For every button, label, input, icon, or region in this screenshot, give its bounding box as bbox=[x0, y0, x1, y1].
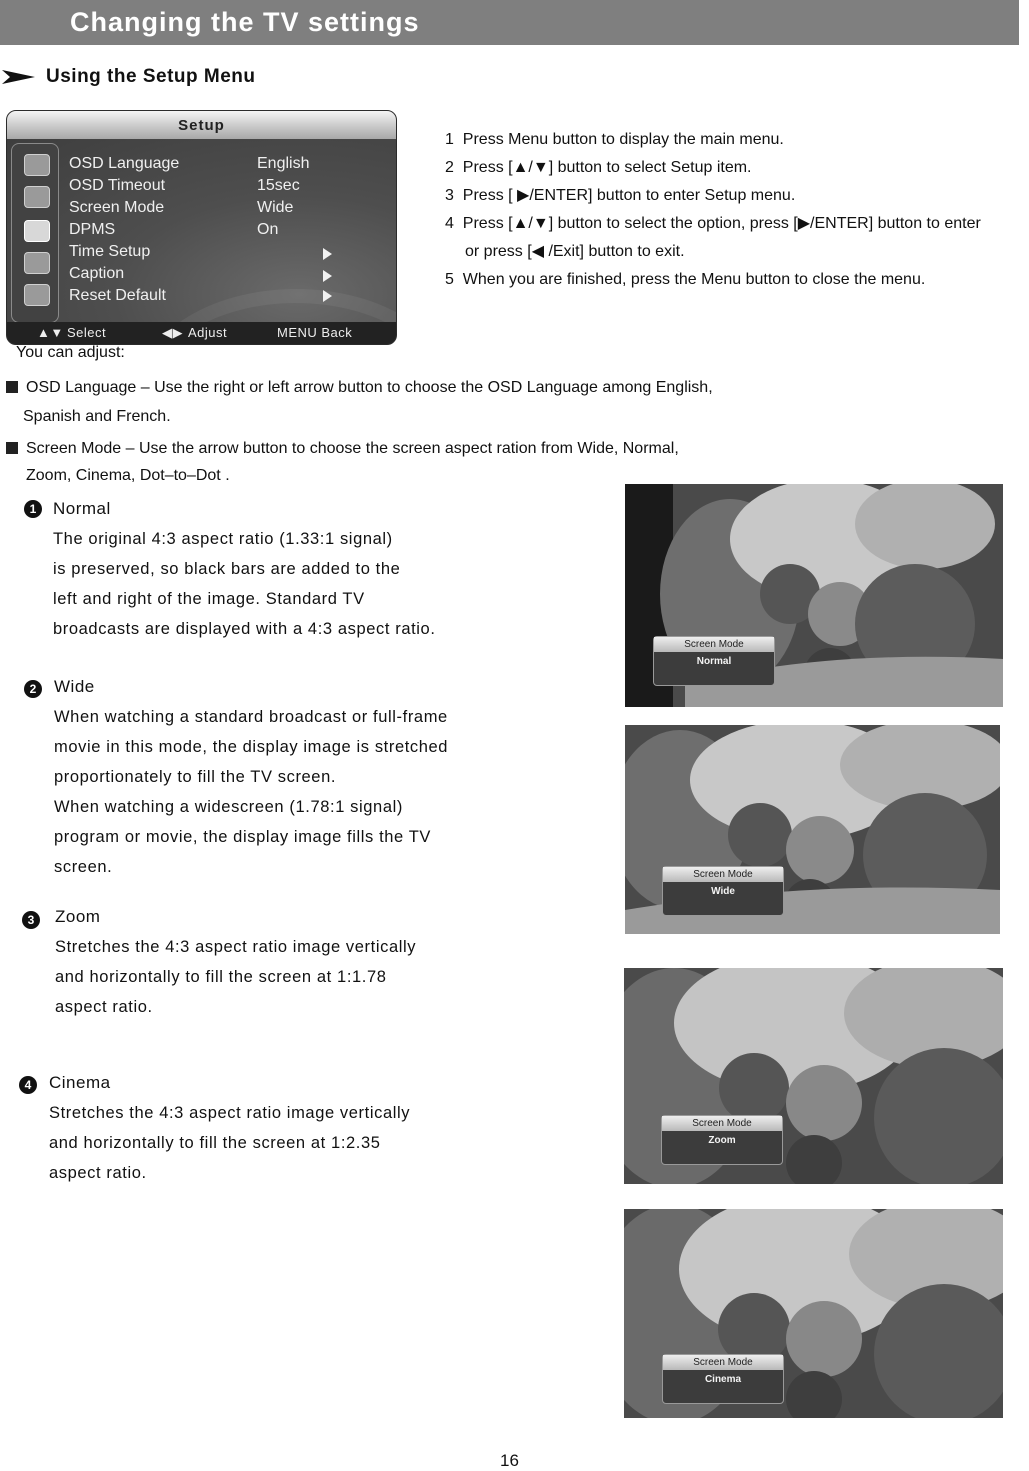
desc-line: When watching a widescreen (1.78:1 signal) bbox=[54, 798, 403, 816]
desc-line: aspect ratio. bbox=[49, 1164, 147, 1182]
osd-title: Screen Mode bbox=[662, 1116, 782, 1131]
number-badge: 1 bbox=[24, 500, 42, 518]
submenu-arrow-icon bbox=[323, 248, 332, 260]
mode-title-cinema: Cinema bbox=[49, 1073, 111, 1092]
bullet-osd-language bbox=[6, 379, 713, 397]
screen-mode-osd bbox=[653, 636, 775, 686]
mode-desc-cinema bbox=[49, 1098, 410, 1188]
step-number: 1 bbox=[445, 131, 454, 148]
mode-title-wide: Wide bbox=[54, 677, 95, 696]
osd-title: Screen Mode bbox=[663, 1355, 783, 1370]
menu-item-osd-language[interactable]: OSD Language bbox=[69, 155, 180, 172]
menu-value-screen-mode: Wide bbox=[257, 199, 294, 216]
step-5 bbox=[445, 266, 925, 294]
step-3 bbox=[445, 182, 795, 210]
footer-select-hint: Select bbox=[67, 325, 107, 340]
step-number: 2 bbox=[445, 159, 454, 176]
menu-item-screen-mode[interactable]: Screen Mode bbox=[69, 199, 165, 216]
step-2 bbox=[445, 154, 751, 182]
desc-line: screen. bbox=[54, 858, 113, 876]
bullet-text: OSD Language – Use the right or left arrow button to choose the OSD Language among English, bbox=[26, 379, 713, 396]
adjust-intro: You can adjust: bbox=[16, 344, 125, 361]
step-text: Press [ ▶/ENTER] button to enter Setup menu. bbox=[462, 187, 796, 204]
square-bullet-icon bbox=[6, 442, 18, 454]
osd-value: Normal bbox=[696, 656, 732, 667]
photo-wide-mode bbox=[625, 725, 1000, 934]
screen-mode-osd bbox=[661, 1115, 783, 1165]
photo-zoom-mode bbox=[624, 968, 1003, 1184]
desc-line: proportionately to fill the TV screen. bbox=[54, 768, 337, 786]
page-title: Changing the TV settings bbox=[70, 7, 420, 37]
setup-menu-footer bbox=[7, 322, 396, 344]
step-number: 3 bbox=[445, 187, 454, 204]
menu-item-osd-timeout[interactable]: OSD Timeout bbox=[69, 177, 166, 194]
mode-desc-wide bbox=[54, 702, 448, 882]
desc-line: left and right of the image. Standard TV bbox=[53, 590, 365, 608]
setup-gear-icon[interactable] bbox=[24, 220, 50, 242]
screen-mode-osd bbox=[662, 866, 784, 916]
step-text: Press Menu button to display the main menu. bbox=[462, 131, 784, 148]
setup-menu-body bbox=[7, 139, 396, 322]
submenu-arrow-icon bbox=[323, 290, 332, 302]
menu-value-osd-language: English bbox=[257, 155, 310, 172]
left-right-arrows-icon: ◀▶ bbox=[162, 325, 183, 340]
number-badge: 4 bbox=[19, 1076, 37, 1094]
desc-line: aspect ratio. bbox=[55, 998, 153, 1016]
desc-line: is preserved, so black bars are added to the bbox=[53, 560, 401, 578]
mode-title-normal: Normal bbox=[53, 499, 111, 518]
osd-value: Cinema bbox=[704, 1374, 742, 1385]
number-badge: 2 bbox=[24, 680, 42, 698]
number-badge: 3 bbox=[22, 911, 40, 929]
desc-line: Stretches the 4:3 aspect ratio image vertically bbox=[49, 1104, 411, 1122]
step-4-continued bbox=[465, 238, 685, 266]
osd-value: Zoom bbox=[708, 1135, 736, 1146]
osd-title: Screen Mode bbox=[654, 637, 774, 652]
osd-title: Screen Mode bbox=[663, 867, 783, 882]
desc-line: and horizontally to fill the screen at 1:2.35 bbox=[49, 1134, 381, 1152]
footer-back-hint: MENU Back bbox=[277, 325, 353, 340]
submenu-arrow-icon bbox=[323, 270, 332, 282]
step-text: or press [◀ /Exit] button to exit. bbox=[465, 243, 685, 260]
step-4 bbox=[445, 210, 981, 238]
menu-item-time-setup[interactable]: Time Setup bbox=[69, 243, 151, 260]
mode-title-zoom: Zoom bbox=[55, 907, 101, 926]
arrow-bullet-icon bbox=[2, 68, 36, 86]
lock-icon[interactable] bbox=[24, 252, 50, 274]
desc-line: The original 4:3 aspect ratio (1.33:1 signal) bbox=[53, 530, 393, 548]
square-bullet-icon bbox=[6, 381, 18, 393]
bullet-osd-language-cont: Spanish and French. bbox=[23, 408, 171, 425]
menu-item-caption[interactable]: Caption bbox=[69, 265, 125, 282]
bullet-screen-mode bbox=[6, 440, 679, 458]
setup-menu-title: Setup bbox=[178, 117, 225, 134]
mode-desc-zoom bbox=[55, 932, 416, 1022]
setup-menu-header bbox=[7, 111, 396, 139]
osd-value: Wide bbox=[711, 886, 735, 897]
footer-adjust-hint: Adjust bbox=[188, 325, 228, 340]
mode-desc-normal bbox=[53, 524, 436, 644]
desc-line: and horizontally to fill the screen at 1:1.78 bbox=[55, 968, 387, 986]
speaker-icon[interactable] bbox=[24, 284, 50, 306]
menu-item-dpms[interactable]: DPMS bbox=[69, 221, 116, 238]
menu-item-reset-default[interactable]: Reset Default bbox=[69, 287, 166, 304]
step-text: Press [▲/▼] button to select the option, press [▶/ENTER] button to enter bbox=[462, 215, 981, 232]
desc-line: When watching a standard broadcast or full-frame bbox=[54, 708, 448, 726]
up-down-arrows-icon: ▲▼ bbox=[37, 325, 64, 340]
setup-menu-sidebar bbox=[11, 143, 59, 323]
bullet-screen-mode-cont: Zoom, Cinema, Dot–to–Dot . bbox=[26, 467, 230, 484]
bullet-text: Screen Mode – Use the arrow button to choose the screen aspect ration from Wide, Normal, bbox=[26, 440, 679, 457]
desc-line: program or movie, the display image fills the TV bbox=[54, 828, 431, 846]
photo-cinema-mode bbox=[624, 1209, 1003, 1418]
step-1 bbox=[445, 126, 784, 154]
photo-normal-mode bbox=[625, 484, 1003, 707]
picture-icon[interactable] bbox=[24, 186, 50, 208]
page-number: 16 bbox=[500, 1451, 519, 1470]
section-title: Using the Setup Menu bbox=[46, 66, 256, 87]
desc-line: Stretches the 4:3 aspect ratio image vertically bbox=[55, 938, 417, 956]
header-banner bbox=[0, 0, 1019, 45]
tv-icon[interactable] bbox=[24, 154, 50, 176]
menu-value-dpms: On bbox=[257, 221, 279, 238]
desc-line: movie in this mode, the display image is stretched bbox=[54, 738, 449, 756]
step-text: When you are finished, press the Menu button to close the menu. bbox=[462, 271, 926, 288]
step-text: Press [▲/▼] button to select Setup item. bbox=[462, 159, 752, 176]
screen-mode-osd bbox=[662, 1354, 784, 1404]
setup-menu-screen bbox=[6, 110, 397, 345]
menu-value-osd-timeout: 15sec bbox=[257, 177, 300, 194]
step-number: 5 bbox=[445, 271, 454, 288]
step-number: 4 bbox=[445, 215, 454, 232]
desc-line: broadcasts are displayed with a 4:3 aspect ratio. bbox=[53, 620, 436, 638]
